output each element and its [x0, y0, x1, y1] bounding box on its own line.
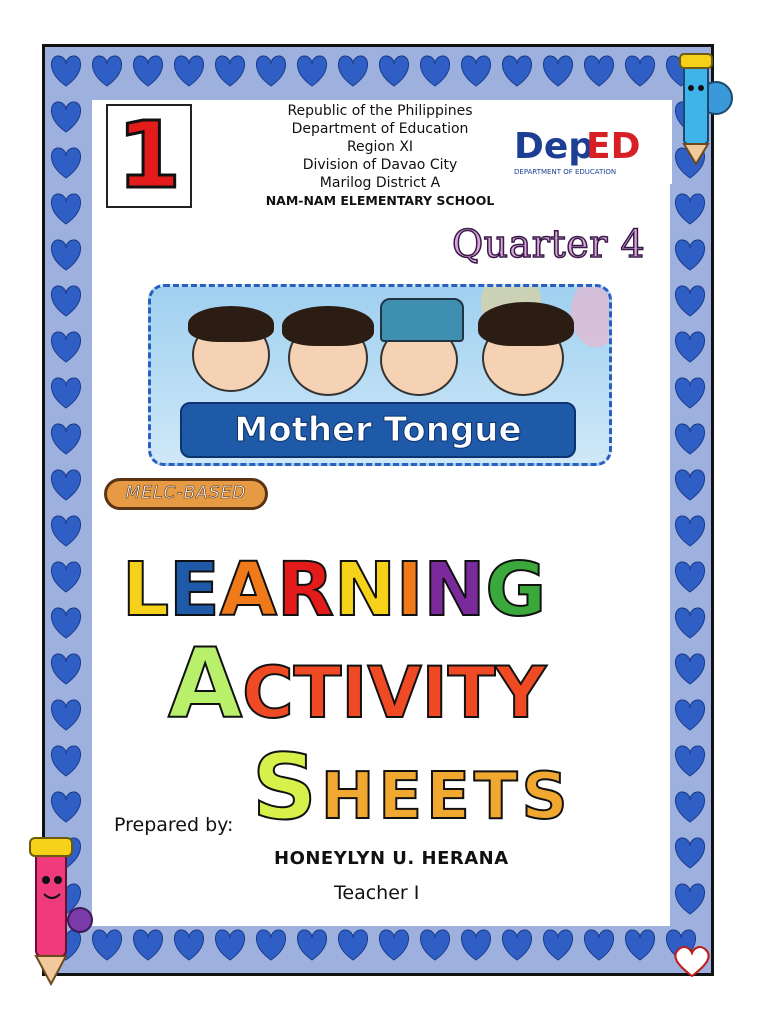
deped-logo — [512, 118, 656, 178]
heart-icon — [675, 608, 704, 638]
pencil-mascot-bottom — [22, 828, 100, 988]
header-block — [260, 102, 500, 210]
heart-icon — [51, 516, 80, 546]
prepared-by-label: Prepared by: — [114, 814, 234, 836]
melc-badge-label: MELC-BASED — [125, 483, 247, 503]
heart-icon — [675, 194, 704, 224]
heart-icon — [584, 930, 613, 960]
heart-icon — [51, 792, 80, 822]
heart-icon — [625, 930, 654, 960]
heart-icon — [297, 930, 326, 960]
heart-icon — [675, 746, 704, 776]
activity-initial: A — [168, 628, 243, 740]
heart-icon — [297, 56, 326, 86]
activity-rest: CTIVITY — [242, 652, 547, 734]
heart-icon — [675, 424, 704, 454]
heart-icon — [51, 424, 80, 454]
header-line: Region XI — [346, 139, 414, 155]
heart-icon — [675, 700, 704, 730]
heart-icon — [51, 240, 80, 270]
heart-icon — [502, 56, 531, 86]
sheets-title — [252, 735, 572, 840]
heart-icon — [51, 286, 80, 316]
heart-icon — [675, 792, 704, 822]
deped-logo-text-dep: Dep — [514, 126, 595, 167]
author-name: HONEYLYN U. HERANA — [274, 848, 509, 869]
heart-icon — [51, 378, 80, 408]
heart-icon — [51, 654, 80, 684]
header-line: Division of Davao City — [302, 157, 458, 173]
heart-icon — [461, 930, 490, 960]
heart-icon — [675, 332, 704, 362]
deped-logo-subtitle: DEPARTMENT OF EDUCATION — [514, 168, 617, 176]
heart-icon — [51, 608, 80, 638]
grade-number: 1 — [116, 102, 181, 209]
learning-letter: N — [333, 547, 396, 633]
sheets-initial: S — [252, 735, 321, 840]
child-hair — [282, 306, 374, 346]
author-position: Teacher I — [334, 882, 420, 904]
learning-letter: I — [395, 547, 424, 633]
heart-icon — [51, 700, 80, 730]
learning-letter: L — [122, 547, 170, 633]
learning-letter: G — [485, 547, 547, 633]
heart-icon — [675, 562, 704, 592]
header-line: Republic of the Philippines — [287, 103, 473, 119]
learning-letter: R — [277, 547, 334, 633]
activity-title — [168, 628, 547, 740]
sheets-rest: HEETS — [320, 760, 572, 834]
heart-icon — [420, 930, 449, 960]
heart-icon — [174, 930, 203, 960]
heart-icon — [215, 930, 244, 960]
learning-letter: N — [423, 547, 486, 633]
heart-icon — [133, 930, 162, 960]
heart-icon — [584, 56, 613, 86]
heart-icon — [338, 930, 367, 960]
quarter-label: Quarter 4 — [452, 222, 646, 266]
heart-icon — [215, 56, 244, 86]
heart-icon — [51, 194, 80, 224]
header-line: Department of Education — [291, 121, 469, 137]
child-hair — [478, 302, 574, 346]
heart-icon — [379, 930, 408, 960]
heart-icon — [51, 470, 80, 500]
heart-icon — [420, 56, 449, 86]
heart-icon — [675, 378, 704, 408]
heart-icon — [543, 56, 572, 86]
heart-icon — [256, 930, 285, 960]
heart-icon — [51, 562, 80, 592]
heart-icon — [675, 286, 704, 316]
deped-logo-text-ed: ED — [586, 126, 641, 167]
heart-icon — [675, 884, 704, 914]
heart-icon — [675, 838, 704, 868]
heart-icon — [461, 56, 490, 86]
pencil-mascot-top — [670, 48, 734, 168]
heart-icon — [675, 654, 704, 684]
heart-icon — [174, 56, 203, 86]
heart-icon — [51, 102, 80, 132]
heart-icon — [133, 56, 162, 86]
heart-icon — [51, 746, 80, 776]
heart-icon — [625, 56, 654, 86]
heart-icon — [675, 240, 704, 270]
heart-icon — [379, 56, 408, 86]
school-name: NAM-NAM ELEMENTARY SCHOOL — [265, 193, 495, 208]
heart-icon — [675, 516, 704, 546]
child-cap — [380, 298, 464, 342]
heart-icon — [675, 470, 704, 500]
heart-icon — [543, 930, 572, 960]
learning-title — [122, 547, 662, 633]
heart-icon — [51, 148, 80, 178]
heart-icon — [51, 332, 80, 362]
learning-letter: A — [219, 547, 277, 633]
heart-icon — [92, 56, 121, 86]
heart-icon — [51, 56, 80, 86]
header-line: Marilog District A — [319, 175, 441, 191]
child-hair — [188, 306, 274, 342]
heart-icon — [256, 56, 285, 86]
learning-letter: E — [169, 547, 220, 633]
subject-title: Mother Tongue — [234, 410, 522, 450]
heart-icon — [338, 56, 367, 86]
heart-icon — [502, 930, 531, 960]
grade-box — [106, 104, 192, 208]
corner-heart-stamp — [672, 944, 712, 978]
